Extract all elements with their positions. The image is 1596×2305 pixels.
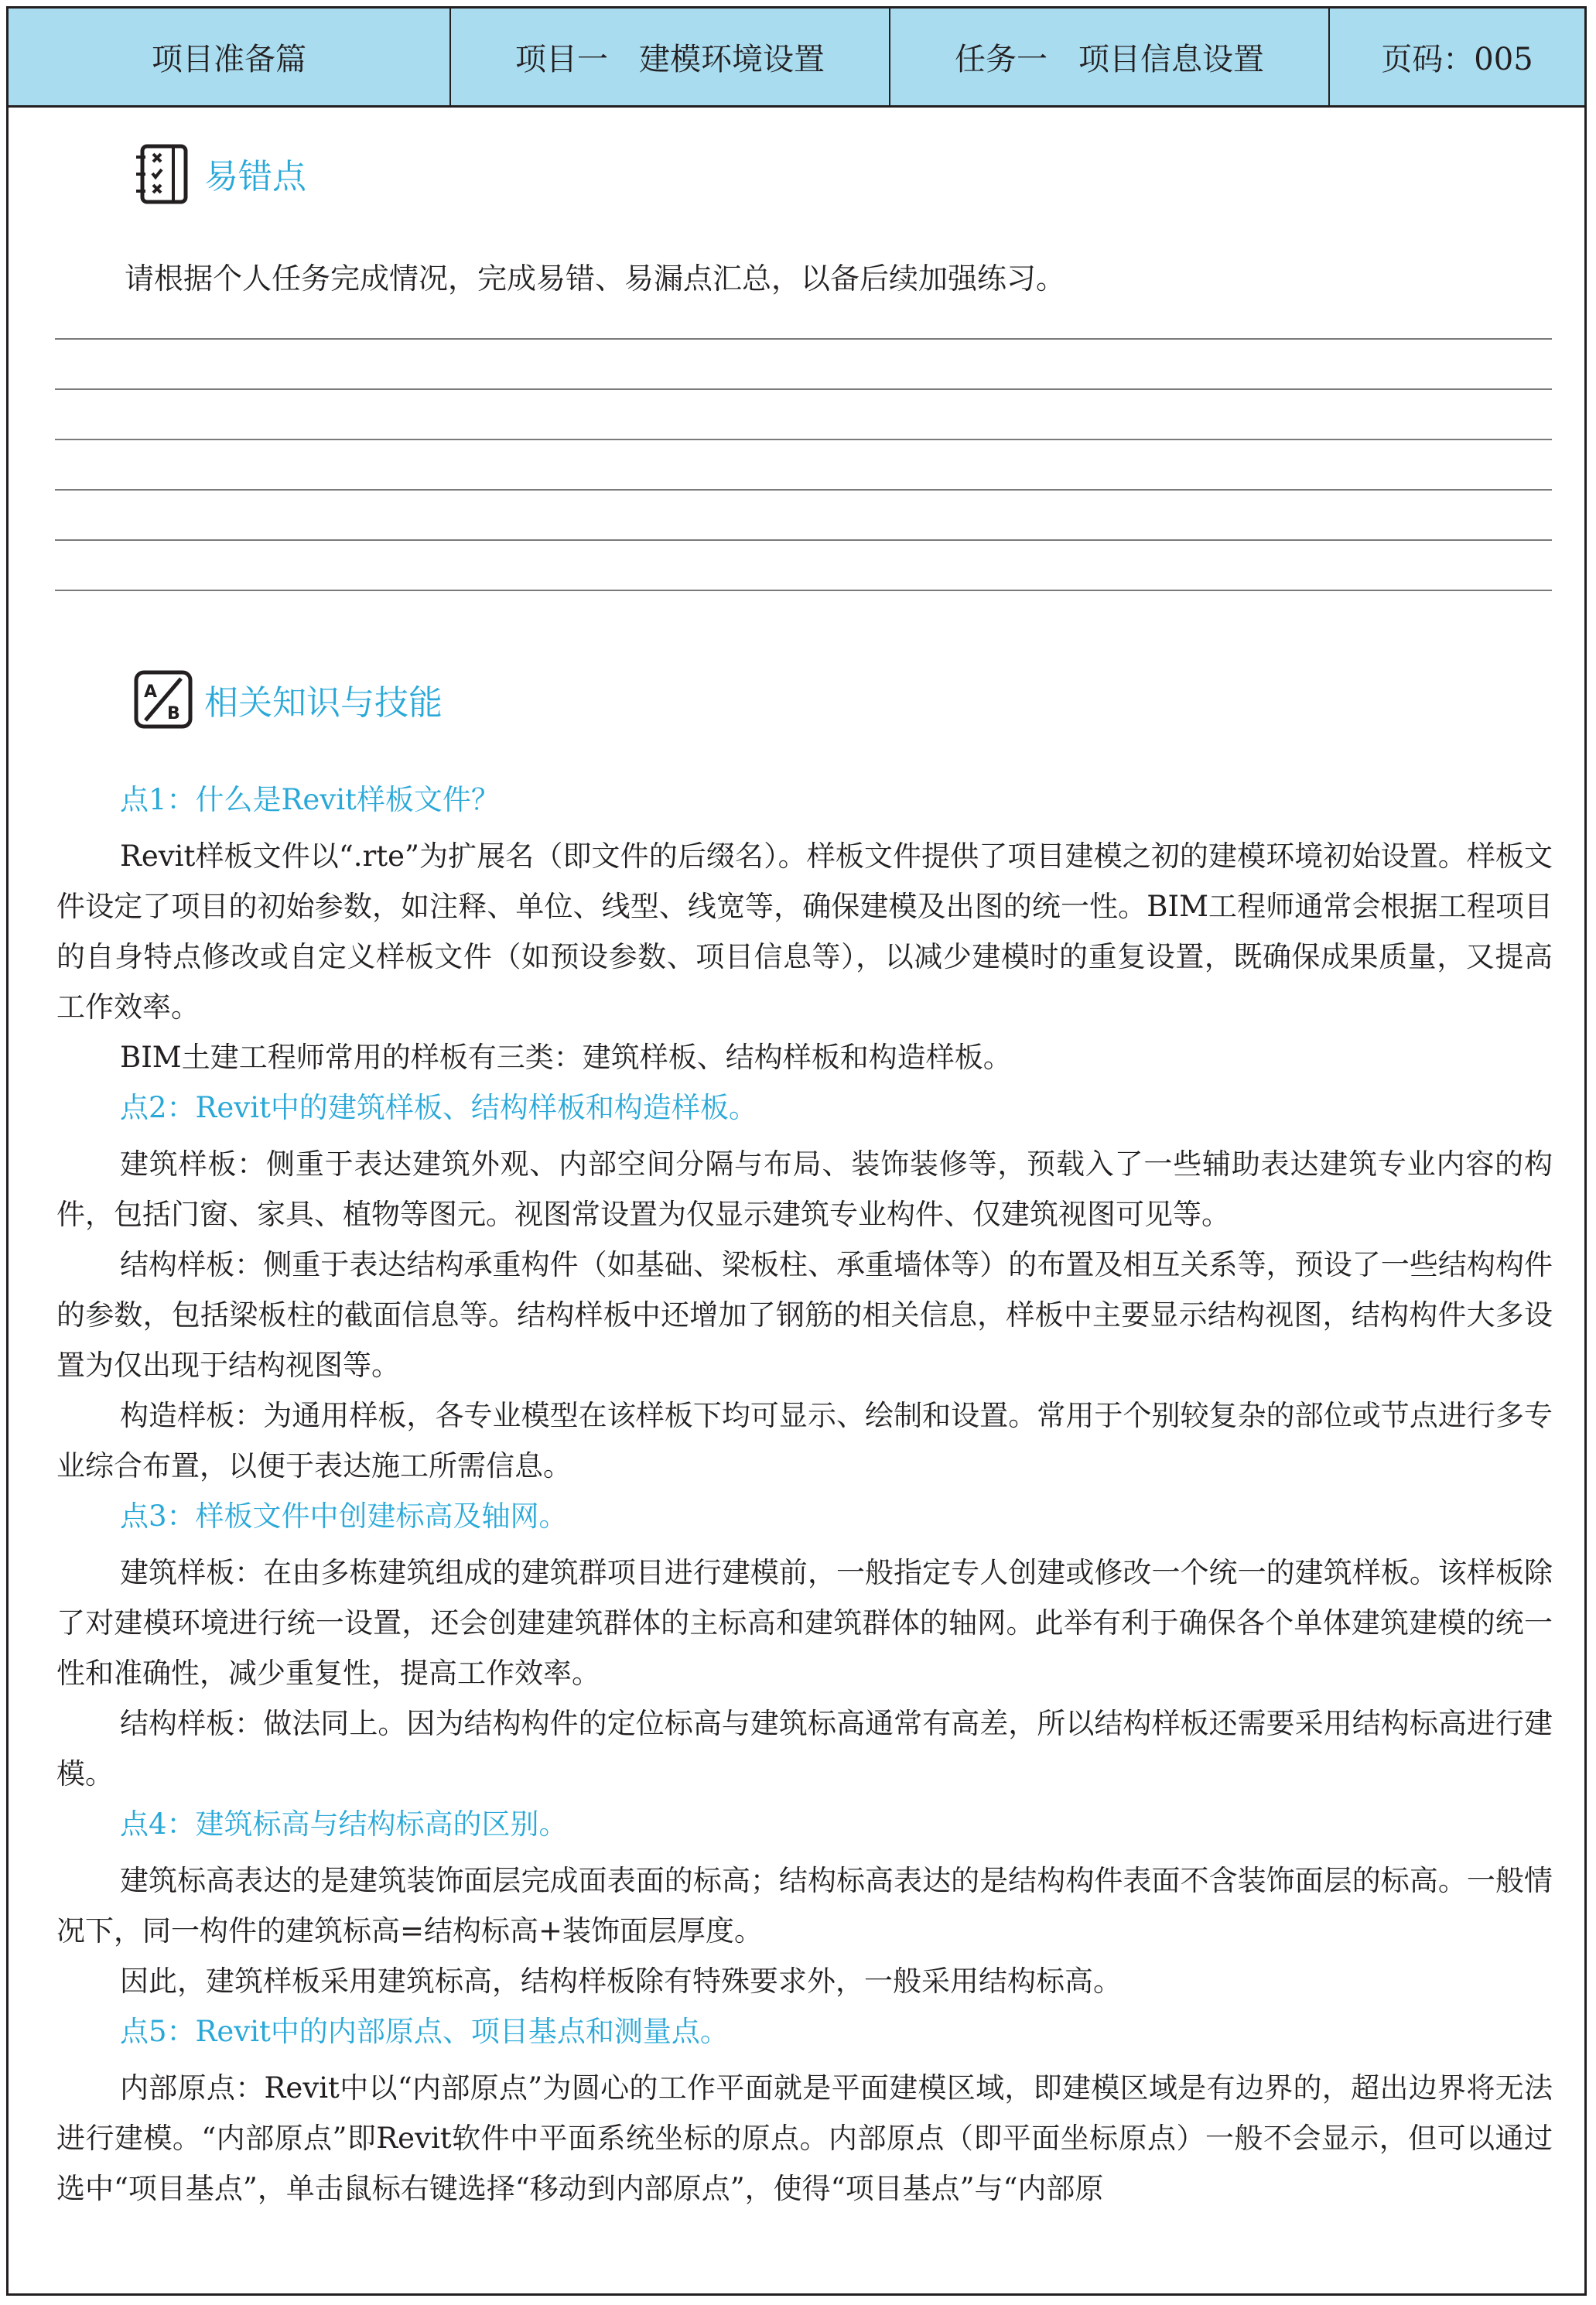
knowledge-title: 相关知识与技能 — [204, 683, 443, 723]
paragraph: 建筑标高表达的是建筑装饰面层完成面表面的标高；结构标高表达的是结构构件表面不含装饰面层的标高。一般情况下，同一构件的建筑标高=结构标高+装饰面层厚度。 — [56, 1864, 1553, 1948]
paragraph: BIM土建工程师常用的样板有三类：建筑样板、结构样板和构造样板。 — [120, 1041, 1012, 1074]
paragraph: 内部原点：Revit中以“内部原点”为圆心的工作平面就是平面建模区域，即建模区域是有边界的，超出边界将无法进行建模。“内部原点”即Revit软件中平面系统坐标的原点。内部原点（即平面坐标原点）一般不会显示，但可以通过选中“项目基点”，单击鼠标右键选择“移动到内部原点”，使得“项目基点”与“内部原 — [56, 2071, 1553, 2205]
mistakes-section-heading — [128, 139, 306, 208]
mistakes-intro: 请根据个人任务完成情况，完成易错、易漏点汇总，以备后续加强练习。 — [125, 262, 1066, 296]
writing-line — [55, 439, 1552, 440]
paragraph: 因此，建筑样板采用建筑标高，结构样板除有特殊要求外，一般采用结构标高。 — [120, 1965, 1122, 1998]
writing-line — [55, 338, 1552, 340]
knowledge-section-heading — [128, 665, 443, 734]
point-title: 点1：什么是Revit样板文件？ — [120, 783, 500, 816]
svg-text:A: A — [144, 682, 158, 702]
page-frame — [6, 6, 1587, 2296]
paragraph: 构造样板：为通用样板，各专业模型在该样板下均可显示、绘制和设置。常用于个别较复杂的部位或节点进行多专业综合布置，以便于表达施工所需信息。 — [56, 1399, 1553, 1483]
point-title: 点5：Revit中的内部原点、项目基点和测量点。 — [120, 2015, 729, 2048]
writing-line — [55, 590, 1552, 591]
page-header — [9, 9, 1584, 108]
knowledge-content — [56, 775, 1553, 2214]
paragraph: 建筑样板：在由多栋建筑组成的建筑群项目进行建模前，一般指定专人创建或修改一个统一的建筑样板。该样板除了对建模环境进行统一设置，还会创建建筑群体的主标高和建筑群体的轴网。此举有利于确保各个单体建筑建模的统一性和准确性，减少重复性，提高工作效率。 — [56, 1556, 1553, 1690]
writing-line — [55, 539, 1552, 541]
point-title: 点2：Revit中的建筑样板、结构样板和构造样板。 — [120, 1091, 757, 1124]
checklist-notebook-icon — [128, 139, 198, 208]
paragraph: Revit样板文件以“.rte”为扩展名（即文件的后缀名）。样板文件提供了项目建模之初的建模环境初始设置。样板文件设定了项目的初始参数，如注释、单位、线型、线宽等，确保建模及出图的统一性。BIM工程师通常会根据工程项目的自身特点修改或自定义样板文件（如预设参数、项目信息等），以减少建模时的重复设置，既确保成果质量，又提高工作效率。 — [56, 840, 1553, 1024]
paragraph: 建筑样板：侧重于表达建筑外观、内部空间分隔与布局、装饰装修等，预载入了一些辅助表达建筑专业内容的构件，包括门窗、家具、植物等图元。视图常设置为仅显示建筑专业构件、仅建筑视图可见等。 — [56, 1147, 1553, 1231]
point-title: 点3：样板文件中创建标高及轴网。 — [120, 1500, 568, 1533]
paragraph: 结构样板：做法同上。因为结构构件的定位标高与建筑标高通常有高差，所以结构样板还需要采用结构标高进行建模。 — [56, 1707, 1553, 1790]
a-slash-b-icon — [128, 665, 198, 734]
point-title: 点4：建筑标高与结构标高的区别。 — [120, 1807, 568, 1841]
mistakes-title: 易错点 — [204, 157, 306, 197]
header-project: 项目一 建模环境设置 — [449, 9, 889, 105]
svg-text:B: B — [167, 704, 180, 723]
header-page-number: 页码：005 — [1328, 9, 1584, 105]
header-part: 项目准备篇 — [152, 42, 306, 77]
writing-line — [55, 388, 1552, 390]
header-task: 任务一 项目信息设置 — [889, 9, 1328, 105]
paragraph: 结构样板：侧重于表达结构承重构件（如基础、梁板柱、承重墙体等）的布置及相互关系等，预设了一些结构构件的参数，包括梁板柱的截面信息等。结构样板中还增加了钢筋的相关信息，样板中主要显示结构视图，结构构件大多设置为仅出现于结构视图等。 — [56, 1248, 1553, 1382]
writing-line — [55, 489, 1552, 491]
